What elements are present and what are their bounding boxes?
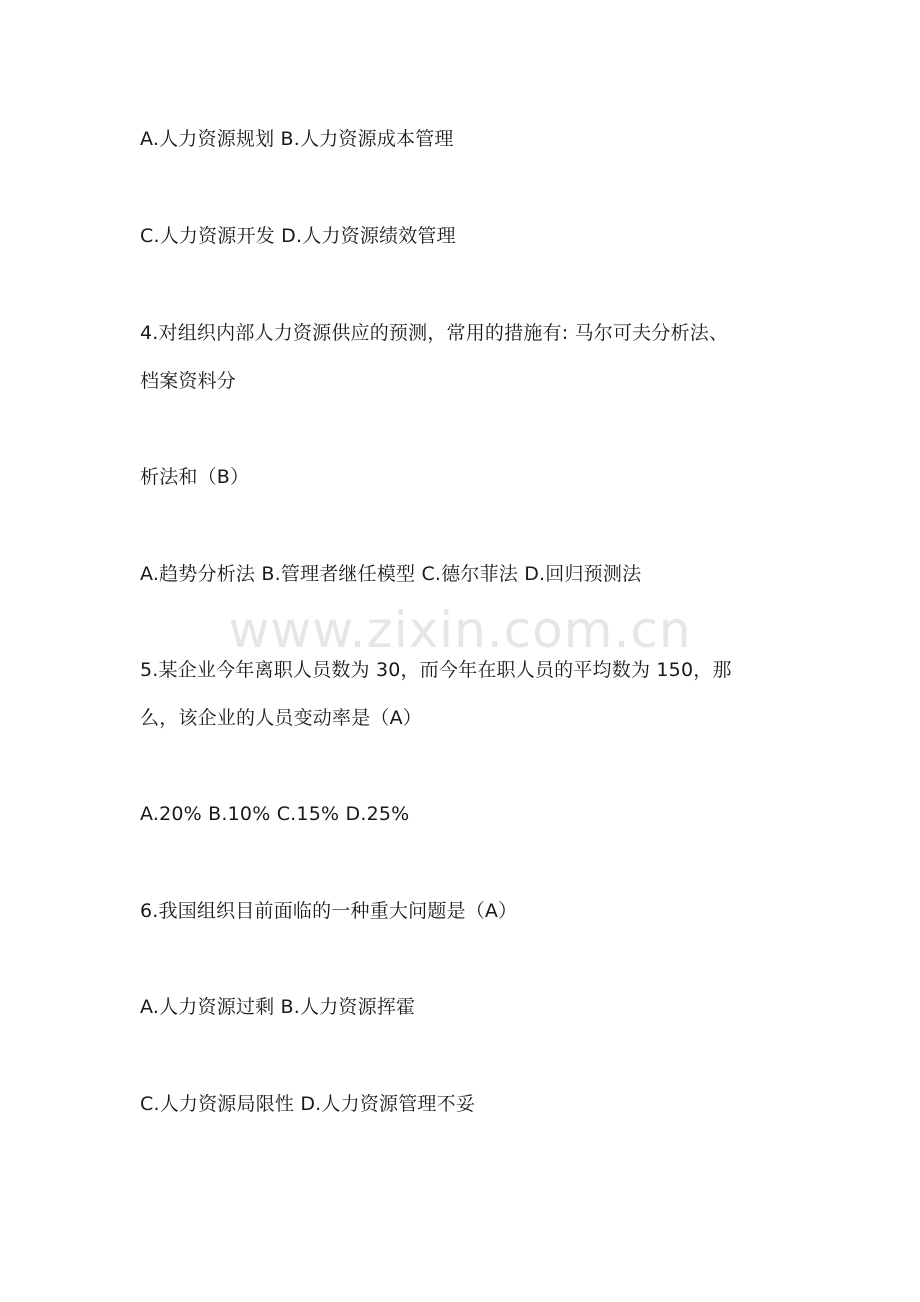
q3-options-cd: C.人力资源开发 D.人力资源绩效管理 [140,225,456,247]
q6-options-ab: A.人力资源过剩 B.人力资源挥霍 [140,996,416,1018]
q6-stem: 6.我国组织目前面临的一种重大问题是（A） [140,900,518,922]
q3-options-ab: A.人力资源规划 B.人力资源成本管理 [140,128,454,150]
watermark: www.zixin.com.cn [228,601,692,659]
q5-stem-line1: 5.某企业今年离职人员数为 30，而今年在职人员的平均数为 150，那 [140,659,732,681]
q4-stem-line3: 析法和（B） [140,466,250,488]
q5-stem-line2: 么，该企业的人员变动率是（A） [140,707,422,729]
q6-options-cd: C.人力资源局限性 D.人力资源管理不妥 [140,1093,476,1115]
q4-stem-line1: 4.对组织内部人力资源供应的预测，常用的措施有: 马尔可夫分析法、 [140,322,729,344]
q5-options: A.20% B.10% C.15% D.25% [140,803,410,825]
q4-stem-line2: 档案资料分 [140,370,237,392]
q4-options: A.趋势分析法 B.管理者继任模型 C.德尔菲法 D.回归预测法 [140,563,642,585]
